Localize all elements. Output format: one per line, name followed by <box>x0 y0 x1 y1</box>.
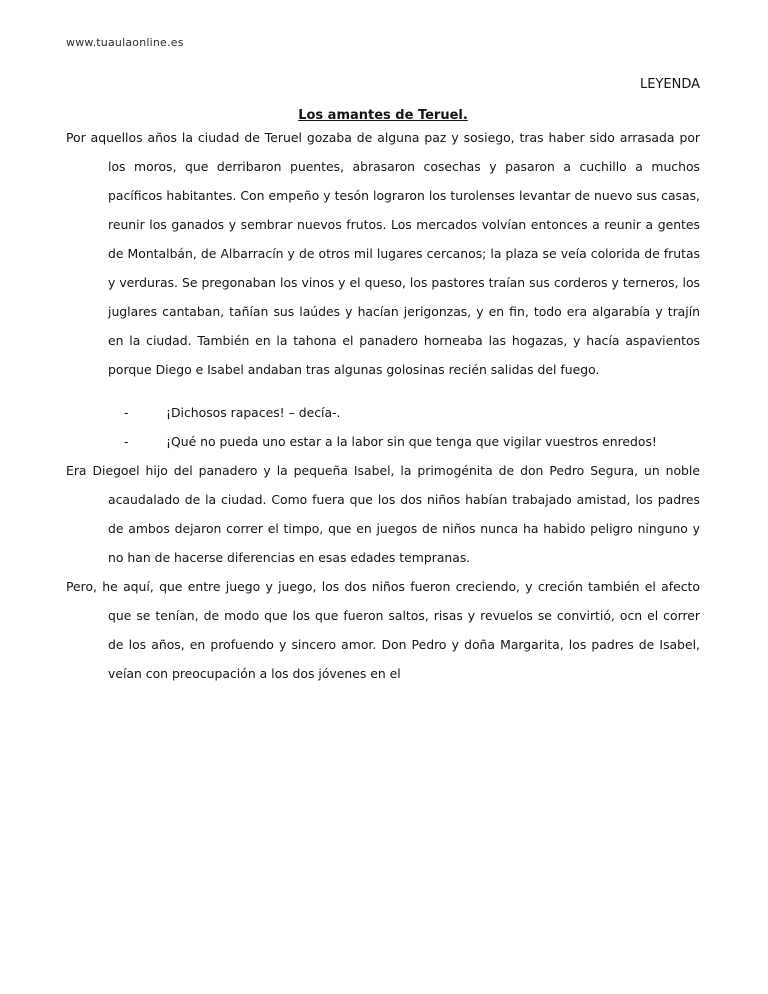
paragraph-2: Era Diegoel hijo del panadero y la pequeña Isabel, la primogénita de don Pedro Segura, un noble acaudalado de la ciudad. Como fuera que los dos niños habían trabajado amistad, los padres de ambos dejaron correr el timpo, que en juegos de niños nunca ha habido peligro ninguno y no han de hacerse diferencias en esas edades tempranas. <box>66 463 700 565</box>
dialogue-text: ¡Dichosos rapaces! – decía-. <box>166 405 341 420</box>
paragraph-3: Pero, he aquí, que entre juego y juego, los dos niños fueron creciendo, y creción también el afecto que se tenían, de modo que los que fueron saltos, risas y revuelos se convirtió, ocn el correr de los años, en profuendo y sincero amor. Don Pedro y doña Margarita, los padres de Isabel, veían con preocupación a los dos jóvenes en el <box>66 579 700 681</box>
paragraph-1: Por aquellos años la ciudad de Teruel gozaba de alguna paz y sosiego, tras haber sido arrasada por los moros, que derribaron puentes, abrasaron cosechas y pasaron a cuchillo a muchos pacíficos habitantes. Con empeño y tesón lograron los turolenses levantar de nuevo sus casas, reunir los ganados y sembrar nuevos frutos. Los mercados volvían entonces a reunir a gentes de Montalbán, de Albarracín y de otros mil lugares cercanos; la plaza se veía colorida de frutas y verduras. Se pregonaban los vinos y el queso, los pastores traían sus corderos y terneros, los juglares cantaban, tañían sus laúdes y hacían jerigonzas, y en fin, todo era algarabía y trajín en la ciudad. También en la tahona el panadero horneaba las hogazas, y hacía aspavientos porque Diego e Isabel andaban tras algunas golosinas recién salidas del fuego. <box>66 130 700 377</box>
dash-marker: - <box>124 405 129 420</box>
category-label: LEYENDA <box>639 77 700 92</box>
dialogue-line <box>124 398 700 427</box>
dash-marker: - <box>124 434 129 449</box>
dialogue-list <box>124 398 700 456</box>
dialogue-text: ¡Qué no pueda uno estar a la labor sin que tenga que vigilar vuestros enredos! <box>166 434 657 449</box>
dialogue-line <box>124 427 700 456</box>
website-url: www.tuaulaonline.es <box>66 36 184 49</box>
document-title: Los amantes de Teruel. <box>298 108 468 123</box>
